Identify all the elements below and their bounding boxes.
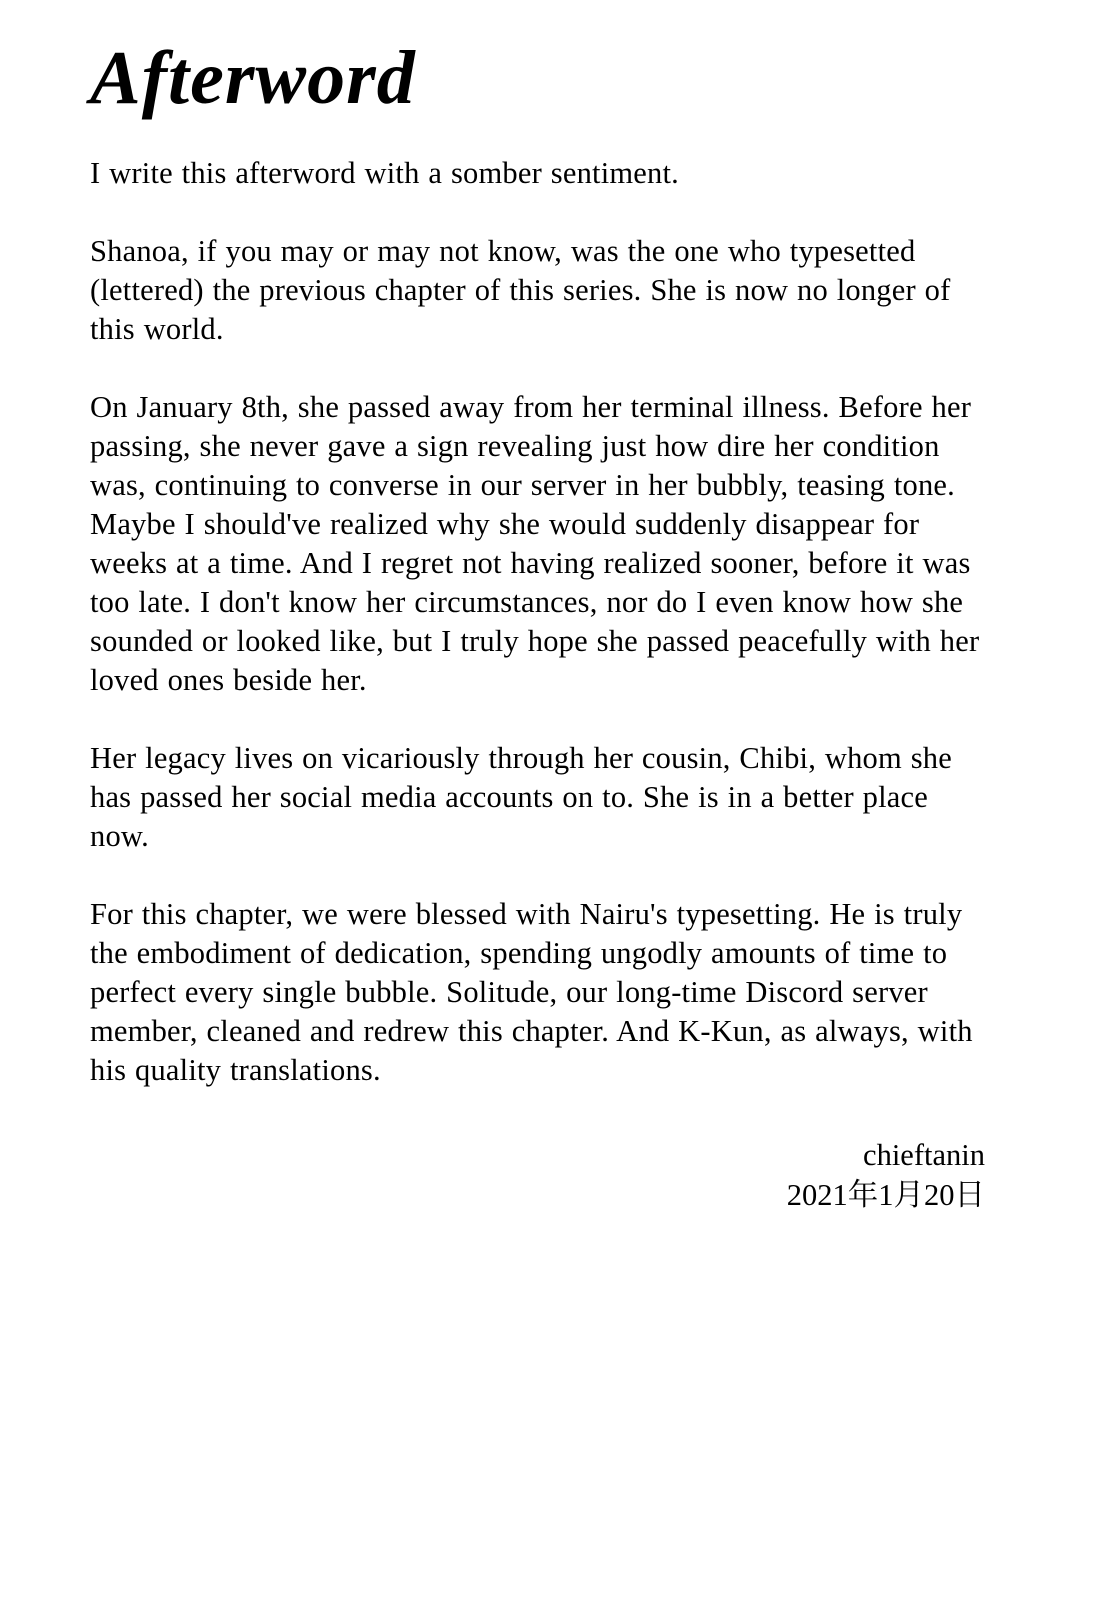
signature-name: chieftanin [863,1138,985,1172]
paragraph-shanoa: Shanoa, if you may or may not know, was the one who typesetted (lettered) the previous chapter of this series. She is now no longer of this world. [90,234,951,346]
signature-block [90,1135,985,1215]
page-title: Afterword [90,36,416,120]
paragraph-intro: I write this afterword with a somber sentiment. [90,156,679,190]
signature-date: 2021年1月20日 [786,1178,985,1212]
paragraph-legacy: Her legacy lives on vicariously through her cousin, Chibi, whom she has passed her social media accounts on to. She is in a better place now. [90,741,952,853]
paragraph-passing: On January 8th, she passed away from her terminal illness. Before her passing, she never gave a sign revealing just how dire her condition was, continuing to converse in our server in her bubbly, teasing tone. Maybe I should've realized why she would suddenly disappear for weeks at a time. And I regret not having realized sooner, before it was too late. I don't know her circumstances, nor do I even know how she sounded or looked like, but I truly hope she passed peacefully with her loved ones beside her. [90,390,980,697]
paragraph-credits: For this chapter, we were blessed with Nairu's typesetting. He is truly the embodiment of dedication, spending ungodly amounts of time to perfect every single bubble. Solitude, our long-time Discord server member, cleaned and redrew this chapter. And K-Kun, as always, with his quality translations. [90,897,973,1087]
